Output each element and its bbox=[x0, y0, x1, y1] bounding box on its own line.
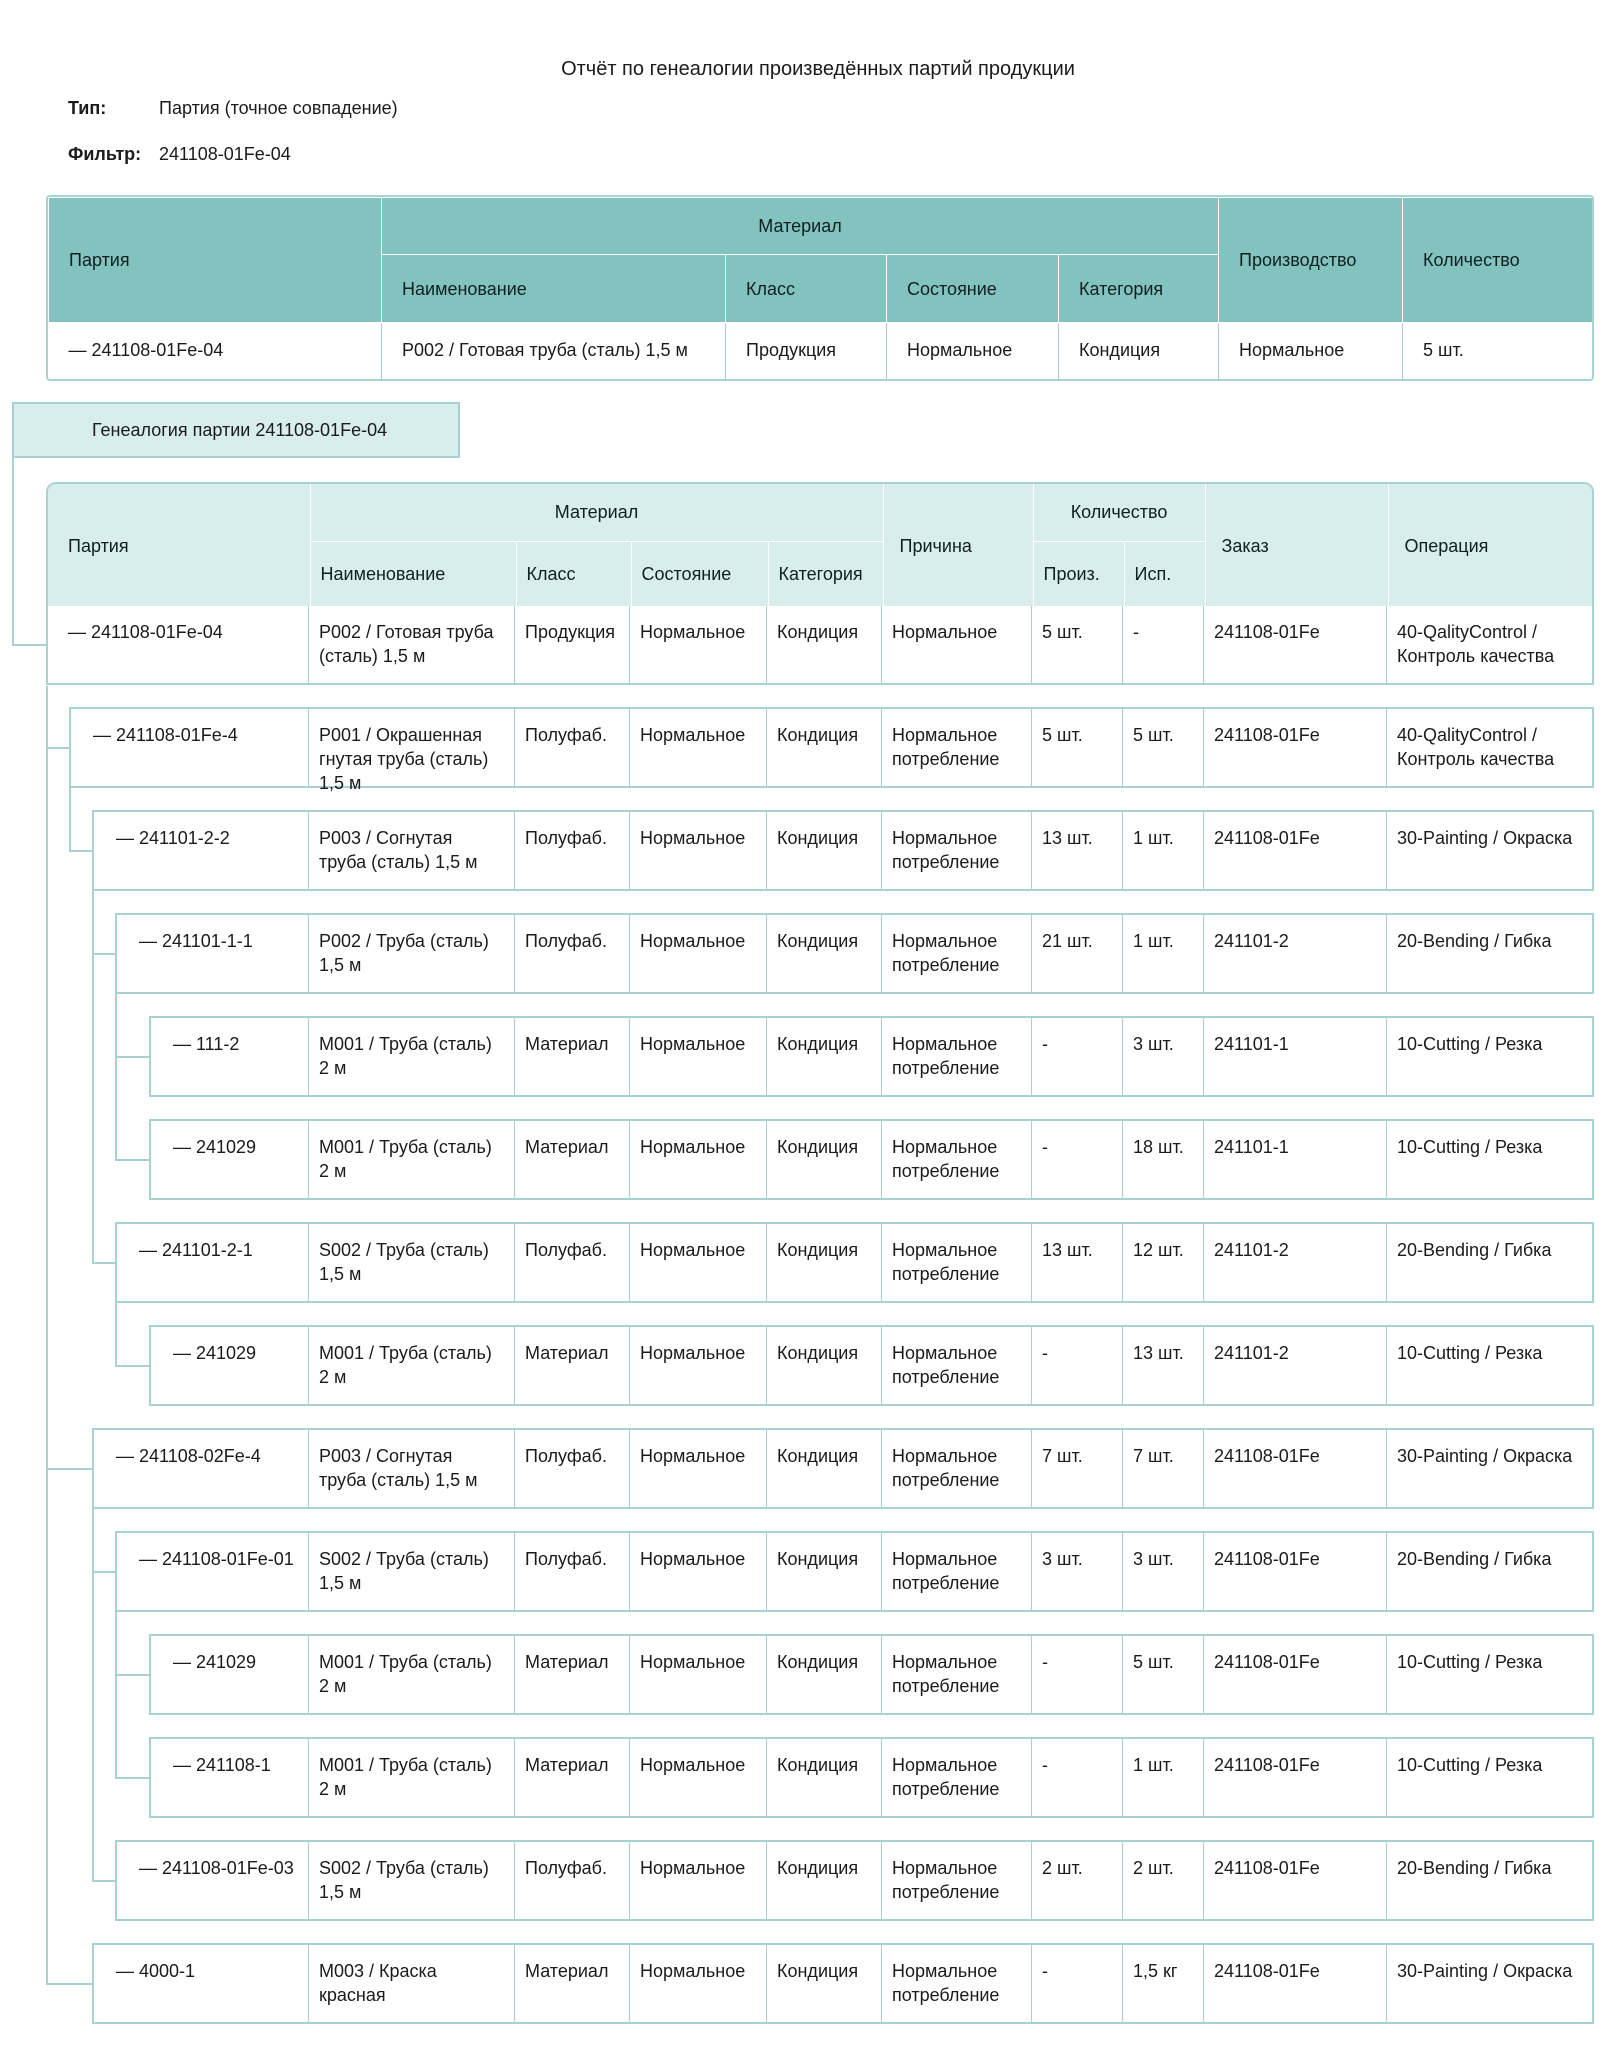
tree-cell-used: 12 шт. bbox=[1122, 1224, 1203, 1301]
tree-cell-reason: Нормальное потребление bbox=[881, 709, 1031, 786]
summary-header-material: Материал bbox=[382, 198, 1219, 255]
tree-cell-batch: — 241029 bbox=[173, 1652, 257, 1672]
tree-cell-category: Кондиция bbox=[766, 1636, 881, 1713]
tree-cell-produced: 5 шт. bbox=[1031, 606, 1122, 683]
summary-header-category: Категория bbox=[1059, 255, 1219, 323]
tree-cell-produced: - bbox=[1031, 1327, 1122, 1404]
tree-cell-used: 1 шт. bbox=[1122, 915, 1203, 992]
tree-cell-batch: — 241101-2-2 bbox=[116, 828, 230, 848]
tree-cell-class: Материал bbox=[514, 1121, 629, 1198]
tree-cell-category: Кондиция bbox=[766, 915, 881, 992]
tree-connector bbox=[115, 994, 117, 1159]
tree-row bbox=[149, 1737, 1594, 1818]
tree-cell-order: 241101-2 bbox=[1203, 1224, 1386, 1301]
tree-connector bbox=[115, 1777, 149, 1779]
tree-cell-name: S002 / Труба (сталь) 1,5 м bbox=[308, 1533, 514, 1610]
tree-cell-class: Материал bbox=[514, 1327, 629, 1404]
tree-cell-state: Нормальное bbox=[629, 709, 766, 786]
tree-connector bbox=[12, 644, 46, 646]
tree-row bbox=[92, 1428, 1594, 1509]
summary-header-production: Производство bbox=[1219, 198, 1403, 323]
tree-cell-batch: — 241029 bbox=[173, 1137, 257, 1157]
tree-cell-name: M001 / Труба (сталь) 2 м bbox=[308, 1636, 514, 1713]
tree-cell-batch: — 241108-01Fe-4 bbox=[93, 725, 238, 745]
tree-cell-category: Кондиция bbox=[766, 709, 881, 786]
tree-cell-state: Нормальное bbox=[629, 1739, 766, 1816]
tree-cell-operation: 20-Bending / Гибка bbox=[1386, 915, 1594, 992]
tree-connector bbox=[92, 1880, 115, 1882]
tree-cell-category: Кондиция bbox=[766, 812, 881, 889]
tree-cell-name: M001 / Труба (сталь) 2 м bbox=[308, 1327, 514, 1404]
tree-cell-produced: 7 шт. bbox=[1031, 1430, 1122, 1507]
tree-connector bbox=[92, 953, 115, 955]
tree-cell-name: P003 / Согнутая труба (сталь) 1,5 м bbox=[308, 812, 514, 889]
tree-cell-batch: — 241101-1-1 bbox=[139, 931, 253, 951]
tree-row bbox=[46, 606, 1594, 685]
tree-cell-class: Полуфаб. bbox=[514, 709, 629, 786]
tree-cell-category: Кондиция bbox=[766, 1739, 881, 1816]
tree-cell-used: 7 шт. bbox=[1122, 1430, 1203, 1507]
tree-cell-class: Полуфаб. bbox=[514, 1533, 629, 1610]
tree-connector bbox=[46, 686, 48, 1984]
tree-cell-category: Кондиция bbox=[766, 1121, 881, 1198]
tree-cell-reason: Нормальное потребление bbox=[881, 1945, 1031, 2022]
genealogy-table-header bbox=[46, 482, 1594, 609]
tree-connector bbox=[92, 1571, 115, 1573]
summary-quantity: 5 шт. bbox=[1403, 323, 1594, 379]
tree-cell-name: M001 / Труба (сталь) 2 м bbox=[308, 1739, 514, 1816]
tree-cell-reason: Нормальное потребление bbox=[881, 1327, 1031, 1404]
summary-header-class: Класс bbox=[726, 255, 887, 323]
tree-cell-order: 241108-01Fe bbox=[1203, 1739, 1386, 1816]
gen-header-produced: Произ. bbox=[1033, 541, 1124, 607]
gen-header-category: Категория bbox=[768, 541, 883, 607]
tree-connector bbox=[115, 1674, 149, 1676]
tree-row bbox=[115, 1222, 1594, 1303]
tree-row bbox=[115, 913, 1594, 994]
tree-cell-operation: 30-Painting / Окраска bbox=[1386, 812, 1594, 889]
tree-cell-used: 3 шт. bbox=[1122, 1533, 1203, 1610]
tree-cell-batch: — 241108-02Fe-4 bbox=[116, 1446, 261, 1466]
tree-cell-name: M001 / Труба (сталь) 2 м bbox=[308, 1121, 514, 1198]
tree-row bbox=[92, 1943, 1594, 2024]
tree-cell-produced: 13 шт. bbox=[1031, 812, 1122, 889]
tree-row bbox=[92, 810, 1594, 891]
tree-cell-batch: — 4000-1 bbox=[116, 1961, 196, 1981]
tree-cell-batch: — 111-2 bbox=[173, 1034, 240, 1054]
tree-cell-state: Нормальное bbox=[629, 1430, 766, 1507]
tree-cell-reason: Нормальное потребление bbox=[881, 1533, 1031, 1610]
tree-cell-operation: 40-QalityControl / Контроль качества bbox=[1386, 606, 1594, 683]
tree-connector bbox=[69, 788, 71, 850]
summary-category: Кондиция bbox=[1059, 323, 1219, 379]
gen-header-reason: Причина bbox=[883, 484, 1033, 607]
tree-cell-category: Кондиция bbox=[766, 1224, 881, 1301]
tree-connector bbox=[115, 1303, 117, 1365]
tree-cell-order: 241108-01Fe bbox=[1203, 812, 1386, 889]
tree-connector bbox=[46, 747, 69, 749]
tree-cell-operation: 20-Bending / Гибка bbox=[1386, 1533, 1594, 1610]
tree-cell-used: 1 шт. bbox=[1122, 812, 1203, 889]
tree-cell-class: Полуфаб. bbox=[514, 1842, 629, 1919]
tree-cell-produced: - bbox=[1031, 1636, 1122, 1713]
tree-cell-reason: Нормальное потребление bbox=[881, 915, 1031, 992]
tree-cell-operation: 30-Painting / Окраска bbox=[1386, 1945, 1594, 2022]
tree-row bbox=[149, 1016, 1594, 1097]
summary-state: Нормальное bbox=[887, 323, 1059, 379]
tree-cell-used: - bbox=[1122, 606, 1203, 683]
type-value: Партия (точное совпадение) bbox=[159, 98, 398, 118]
tree-cell-order: 241108-01Fe bbox=[1203, 1430, 1386, 1507]
gen-header-name: Наименование bbox=[310, 541, 516, 607]
tree-cell-reason: Нормальное потребление bbox=[881, 1018, 1031, 1095]
tree-cell-operation: 30-Painting / Окраска bbox=[1386, 1430, 1594, 1507]
tree-row bbox=[115, 1840, 1594, 1921]
tree-cell-category: Кондиция bbox=[766, 606, 881, 683]
tree-row bbox=[115, 1531, 1594, 1612]
tree-cell-produced: - bbox=[1031, 1018, 1122, 1095]
tree-cell-produced: - bbox=[1031, 1739, 1122, 1816]
tree-connector bbox=[115, 1056, 149, 1058]
tree-cell-state: Нормальное bbox=[629, 1636, 766, 1713]
tree-cell-name: M001 / Труба (сталь) 2 м bbox=[308, 1018, 514, 1095]
summary-batch: — 241108-01Fe-04 bbox=[68, 340, 224, 360]
tree-cell-order: 241108-01Fe bbox=[1203, 709, 1386, 786]
tree-cell-class: Материал bbox=[514, 1739, 629, 1816]
tree-cell-batch: — 241029 bbox=[173, 1343, 257, 1363]
tree-cell-order: 241101-1 bbox=[1203, 1018, 1386, 1095]
tree-cell-state: Нормальное bbox=[629, 1018, 766, 1095]
tree-cell-operation: 20-Bending / Гибка bbox=[1386, 1224, 1594, 1301]
tree-cell-reason: Нормальное потребление bbox=[881, 1121, 1031, 1198]
tree-cell-used: 1 шт. bbox=[1122, 1739, 1203, 1816]
summary-name: P002 / Готовая труба (сталь) 1,5 м bbox=[382, 323, 726, 379]
tree-connector bbox=[69, 850, 92, 852]
tree-cell-state: Нормальное bbox=[629, 1945, 766, 2022]
tree-cell-class: Материал bbox=[514, 1636, 629, 1713]
tree-cell-order: 241108-01Fe bbox=[1203, 1842, 1386, 1919]
tree-cell-reason: Нормальное потребление bbox=[881, 1739, 1031, 1816]
tree-cell-used: 3 шт. bbox=[1122, 1018, 1203, 1095]
tree-cell-produced: 13 шт. bbox=[1031, 1224, 1122, 1301]
tree-connector bbox=[12, 458, 14, 644]
summary-row bbox=[49, 323, 1595, 379]
tree-cell-produced: 21 шт. bbox=[1031, 915, 1122, 992]
tree-cell-used: 1,5 кг bbox=[1122, 1945, 1203, 2022]
tree-connector bbox=[115, 1365, 149, 1367]
summary-header-batch: Партия bbox=[49, 198, 382, 323]
tree-cell-category: Кондиция bbox=[766, 1533, 881, 1610]
tree-cell-state: Нормальное bbox=[629, 606, 766, 683]
tree-row bbox=[149, 1634, 1594, 1715]
tree-cell-name: P002 / Труба (сталь) 1,5 м bbox=[308, 915, 514, 992]
tree-cell-operation: 20-Bending / Гибка bbox=[1386, 1842, 1594, 1919]
gen-header-order: Заказ bbox=[1205, 484, 1388, 607]
tree-cell-class: Продукция bbox=[514, 606, 629, 683]
tree-cell-operation: 10-Cutting / Резка bbox=[1386, 1018, 1594, 1095]
summary-header-name: Наименование bbox=[382, 255, 726, 323]
tree-cell-produced: 3 шт. bbox=[1031, 1533, 1122, 1610]
tree-cell-used: 13 шт. bbox=[1122, 1327, 1203, 1404]
tree-cell-name: P001 / Окрашенная гнутая труба (сталь) 1,5 м bbox=[308, 709, 514, 786]
tree-cell-category: Кондиция bbox=[766, 1018, 881, 1095]
tree-cell-state: Нормальное bbox=[629, 1533, 766, 1610]
tree-connector bbox=[115, 1159, 149, 1161]
tree-row bbox=[69, 707, 1594, 793]
tree-cell-reason: Нормальное потребление bbox=[881, 1636, 1031, 1713]
tree-cell-state: Нормальное bbox=[629, 812, 766, 889]
tree-cell-batch: — 241101-2-1 bbox=[139, 1240, 253, 1260]
tree-cell-order: 241108-01Fe bbox=[1203, 606, 1386, 683]
summary-table bbox=[46, 195, 1594, 381]
tree-cell-batch: — 241108-01Fe-04 bbox=[68, 622, 223, 642]
tree-connector bbox=[92, 1262, 115, 1264]
tree-cell-state: Нормальное bbox=[629, 915, 766, 992]
tree-cell-state: Нормальное bbox=[629, 1224, 766, 1301]
tree-cell-produced: 5 шт. bbox=[1031, 709, 1122, 786]
tree-cell-category: Кондиция bbox=[766, 1327, 881, 1404]
genealogy-label: Генеалогия партии 241108-01Fe-04 bbox=[12, 402, 460, 458]
tree-cell-name: P002 / Готовая труба (сталь) 1,5 м bbox=[308, 606, 514, 683]
tree-row bbox=[149, 1119, 1594, 1200]
tree-cell-category: Кондиция bbox=[766, 1945, 881, 2022]
tree-cell-batch: — 241108-01Fe-03 bbox=[139, 1858, 294, 1878]
summary-header-state: Состояние bbox=[887, 255, 1059, 323]
filter-value: 241108-01Fe-04 bbox=[159, 144, 291, 164]
gen-header-material: Материал bbox=[310, 484, 883, 541]
tree-cell-used: 2 шт. bbox=[1122, 1842, 1203, 1919]
tree-cell-name: S002 / Труба (сталь) 1,5 м bbox=[308, 1842, 514, 1919]
tree-cell-reason: Нормальное потребление bbox=[881, 1430, 1031, 1507]
tree-cell-state: Нормальное bbox=[629, 1842, 766, 1919]
tree-cell-produced: 2 шт. bbox=[1031, 1842, 1122, 1919]
tree-cell-name: M003 / Краска красная bbox=[308, 1945, 514, 2022]
tree-cell-class: Полуфаб. bbox=[514, 1430, 629, 1507]
tree-cell-used: 18 шт. bbox=[1122, 1121, 1203, 1198]
tree-cell-batch: — 241108-01Fe-01 bbox=[139, 1549, 294, 1569]
tree-connector bbox=[115, 1612, 117, 1777]
filter-label: Фильтр: bbox=[68, 144, 142, 164]
tree-cell-state: Нормальное bbox=[629, 1327, 766, 1404]
tree-cell-reason: Нормальное bbox=[881, 606, 1031, 683]
tree-cell-class: Материал bbox=[514, 1945, 629, 2022]
tree-cell-operation: 10-Cutting / Резка bbox=[1386, 1327, 1594, 1404]
summary-header-quantity: Количество bbox=[1403, 198, 1594, 323]
report-title: Отчёт по генеалогии произведённых партий продукции bbox=[561, 58, 1075, 80]
tree-cell-reason: Нормальное потребление bbox=[881, 812, 1031, 889]
gen-header-batch: Партия bbox=[48, 484, 310, 607]
tree-cell-used: 5 шт. bbox=[1122, 1636, 1203, 1713]
tree-cell-state: Нормальное bbox=[629, 1121, 766, 1198]
gen-header-class: Класс bbox=[516, 541, 631, 607]
tree-cell-name: S002 / Труба (сталь) 1,5 м bbox=[308, 1224, 514, 1301]
tree-row bbox=[149, 1325, 1594, 1406]
tree-cell-reason: Нормальное потребление bbox=[881, 1842, 1031, 1919]
tree-cell-operation: 40-QalityControl / Контроль качества bbox=[1386, 709, 1594, 786]
summary-class: Продукция bbox=[726, 323, 887, 379]
gen-header-quantity: Количество bbox=[1033, 484, 1205, 541]
gen-header-used: Исп. bbox=[1124, 541, 1205, 607]
tree-cell-operation: 10-Cutting / Резка bbox=[1386, 1636, 1594, 1713]
tree-cell-order: 241101-2 bbox=[1203, 1327, 1386, 1404]
tree-cell-reason: Нормальное потребление bbox=[881, 1224, 1031, 1301]
tree-connector bbox=[46, 1983, 92, 1985]
tree-connector bbox=[46, 1468, 92, 1470]
tree-cell-order: 241108-01Fe bbox=[1203, 1945, 1386, 2022]
tree-cell-class: Материал bbox=[514, 1018, 629, 1095]
tree-cell-used: 5 шт. bbox=[1122, 709, 1203, 786]
tree-cell-class: Полуфаб. bbox=[514, 1224, 629, 1301]
tree-cell-order: 241108-01Fe bbox=[1203, 1636, 1386, 1713]
tree-cell-class: Полуфаб. bbox=[514, 812, 629, 889]
tree-connector bbox=[92, 1509, 94, 1880]
tree-cell-name: P003 / Согнутая труба (сталь) 1,5 м bbox=[308, 1430, 514, 1507]
tree-cell-operation: 10-Cutting / Резка bbox=[1386, 1739, 1594, 1816]
tree-cell-class: Полуфаб. bbox=[514, 915, 629, 992]
summary-production: Нормальное bbox=[1219, 323, 1403, 379]
gen-header-state: Состояние bbox=[631, 541, 768, 607]
tree-cell-operation: 10-Cutting / Резка bbox=[1386, 1121, 1594, 1198]
tree-cell-category: Кондиция bbox=[766, 1430, 881, 1507]
tree-cell-produced: - bbox=[1031, 1945, 1122, 2022]
tree-cell-batch: — 241108-1 bbox=[173, 1755, 271, 1775]
tree-cell-order: 241101-1 bbox=[1203, 1121, 1386, 1198]
tree-cell-produced: - bbox=[1031, 1121, 1122, 1198]
tree-cell-order: 241108-01Fe bbox=[1203, 1533, 1386, 1610]
tree-connector bbox=[92, 891, 94, 1262]
type-label: Тип: bbox=[68, 98, 107, 118]
gen-header-operation: Операция bbox=[1388, 484, 1594, 607]
tree-cell-category: Кондиция bbox=[766, 1842, 881, 1919]
tree-cell-order: 241101-2 bbox=[1203, 915, 1386, 992]
